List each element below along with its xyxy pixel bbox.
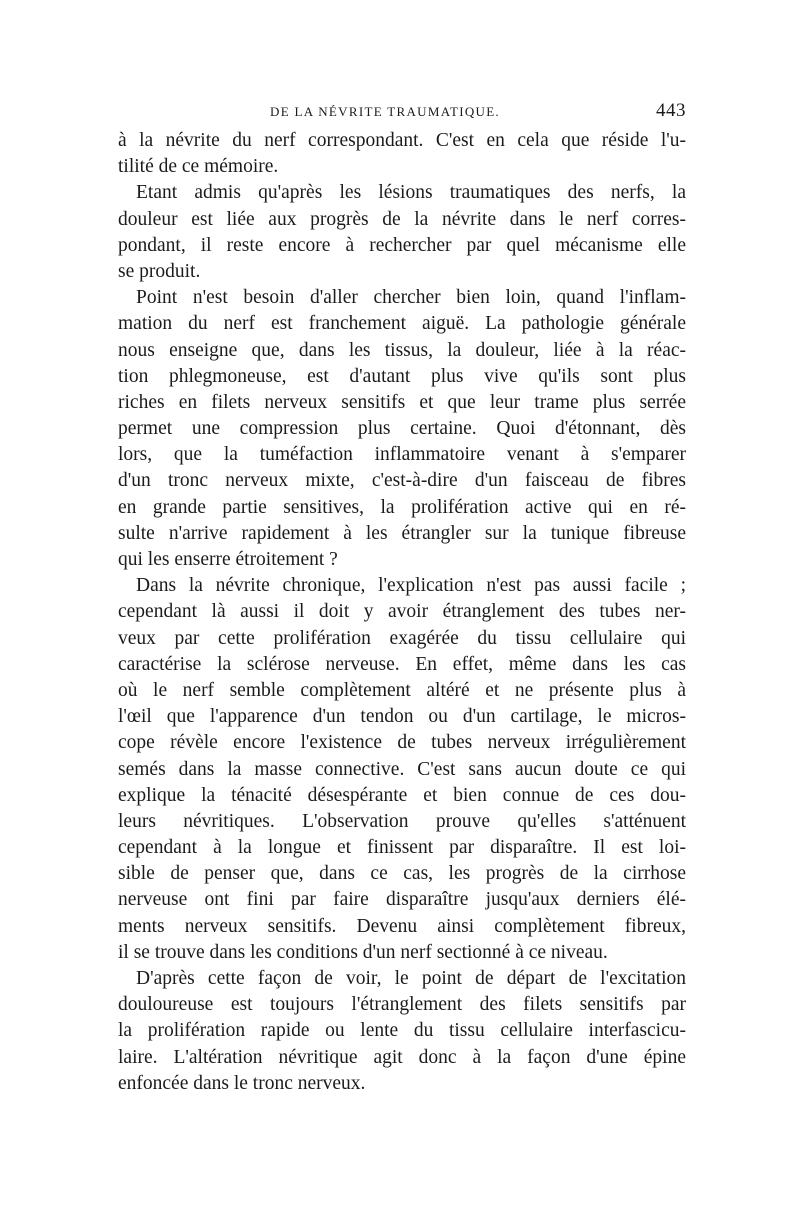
text-line: caractérise la sclérose nerveuse. En effet, même dans les cas <box>118 653 686 675</box>
text-line: se produit. <box>118 260 201 282</box>
text-line: ments nerveux sensitifs. Devenu ainsi complètement fibreux, <box>118 915 686 937</box>
text-line: à la névrite du nerf correspondant. C'est en cela que réside l'u- <box>118 130 686 151</box>
text-line: nous enseigne que, dans les tissus, la douleur, liée à la réac- <box>118 339 686 361</box>
text-line: douloureuse est toujours l'étranglement des filets sensitifs par <box>118 994 686 1016</box>
text-line: veux par cette prolifération exagérée du tissu cellulaire qui <box>118 627 686 649</box>
text-line: tilité de ce mémoire. <box>118 156 279 178</box>
text-line: sulte n'arrive rapidement à les étrangler sur la tunique fibreuse <box>118 522 686 544</box>
text-line: Dans la névrite chronique, l'explication n'est pas aussi facile ; <box>136 575 686 597</box>
page-number: 443 <box>656 100 686 121</box>
text-line: cope révèle encore l'existence de tubes nerveux irrégulièrement <box>118 732 686 754</box>
text-line: riches en filets nerveux sensitifs et que leur trame plus serrée <box>118 391 686 413</box>
text-line: d'un tronc nerveux mixte, c'est-à-dire d'un faisceau de fibres <box>118 470 686 492</box>
text-line: tion phlegmoneuse, est d'autant plus vive qu'ils sont plus <box>118 365 686 387</box>
text-line: il se trouve dans les conditions d'un nerf sectionné à ce niveau. <box>118 941 608 963</box>
text-line: cependant à la longue et finissent par disparaître. Il est loi- <box>118 837 686 859</box>
text-line: la prolifération rapide ou lente du tissu cellulaire interfascicu- <box>118 1020 686 1042</box>
text-line: pondant, il reste encore à rechercher par quel mécanisme elle <box>118 234 686 256</box>
text-line: laire. L'altération névritique agit donc à la façon d'une épine <box>118 1046 686 1068</box>
text-line: en grande partie sensitives, la prolifération active qui en ré- <box>118 496 686 518</box>
text-line: Etant admis qu'après les lésions traumatiques des nerfs, la <box>136 182 686 204</box>
text-line: Point n'est besoin d'aller chercher bien loin, quand l'inflam- <box>136 287 686 309</box>
text-line: lors, que la tuméfaction inflammatoire venant à s'emparer <box>118 444 686 466</box>
text-line: sible de penser que, dans ce cas, les progrès de la cirrhose <box>118 863 686 885</box>
text-line: nerveuse ont fini par faire disparaître jusqu'aux derniers élé- <box>118 889 686 911</box>
text-line: douleur est liée aux progrès de la névrite dans le nerf corres- <box>118 208 686 230</box>
text-line: permet une compression plus certaine. Quoi d'étonnant, dès <box>118 418 686 440</box>
text-line: D'après cette façon de voir, le point de départ de l'excitation <box>136 968 686 989</box>
page-header <box>118 100 686 126</box>
text-line: où le nerf semble complètement altéré et ne présente plus à <box>118 679 686 701</box>
text-line: qui les enserre étroitement ? <box>118 549 338 570</box>
text-line: leurs névritiques. L'observation prouve qu'elles s'atténuent <box>118 810 686 832</box>
text-line: enfoncée dans le tronc nerveux. <box>118 1072 366 1094</box>
text-line: cependant là aussi il doit y avoir étranglement des tubes ner- <box>118 601 686 623</box>
running-title: DE LA NÉVRITE TRAUMATIQUE. <box>270 104 500 119</box>
text-line: mation du nerf est franchement aiguë. La pathologie générale <box>118 313 686 335</box>
body-text <box>118 128 686 1097</box>
text-line: l'œil que l'apparence d'un tendon ou d'un cartilage, le micros- <box>118 706 686 728</box>
text-line: semés dans la masse connective. C'est sans aucun doute ce qui <box>118 758 686 780</box>
text-line: explique la ténacité désespérante et bien connue de ces dou- <box>118 784 686 806</box>
